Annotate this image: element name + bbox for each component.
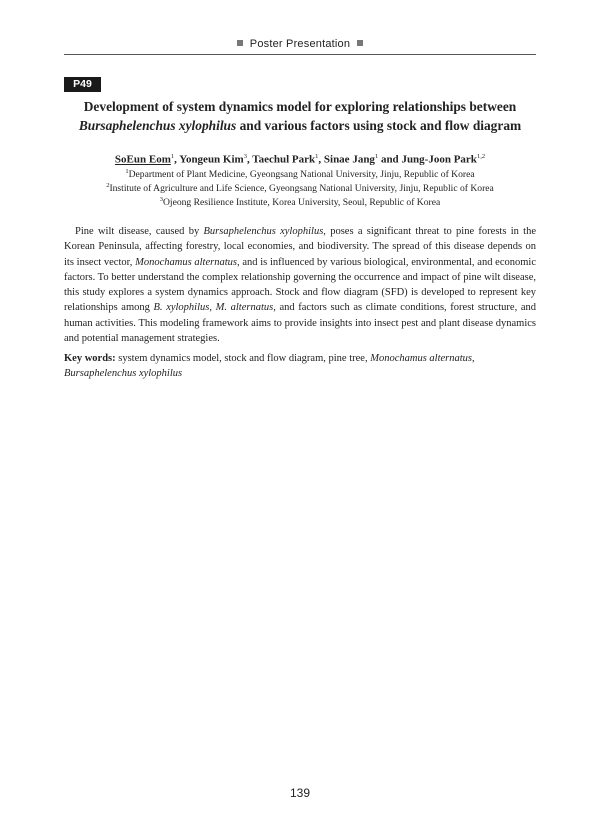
abstract-text: Pine wilt disease, caused by: [75, 226, 204, 237]
keywords-separator: ,: [472, 353, 475, 364]
header-label: Poster Presentation: [249, 38, 351, 50]
affiliation-text: Ojeong Resilience Institute, Korea University, Seoul, Republic of Korea: [162, 197, 441, 209]
affiliation-1: [64, 166, 536, 181]
author-name: SoEun Eom: [114, 153, 171, 166]
header-divider: [64, 54, 536, 55]
title-species: Bursaphelenchus xylophilus: [78, 118, 237, 133]
affiliation-mark: 1: [125, 168, 129, 175]
paper-title: [64, 97, 536, 135]
abstract-paragraph: [64, 224, 536, 346]
affiliation-text: Institute of Agriculture and Life Science, Gyeongsang National University, Jinju, Republic of Korea: [109, 183, 494, 195]
poster-code-badge: P49: [64, 77, 101, 92]
affiliation-text: Department of Plant Medicine, Gyeongsang National University, Jinju, Republic of Korea: [128, 169, 475, 181]
author-name: Jung-Joon Park: [401, 153, 477, 166]
abstract-text: , and is influenced by various biological, environmental, and economic factors. To better understand the complex relationship governing the occurrence and impact of pine wilt disease, this study explores a system dynamics approach. Stock and flow diagram (SFD) is developed to represent key relationships among: [64, 256, 537, 314]
page-number: 139: [289, 786, 311, 800]
square-bullet-icon: [357, 40, 363, 46]
affiliation-3: [64, 194, 536, 209]
author-separator: ,: [246, 153, 253, 166]
author-name: Taechul Park: [252, 153, 316, 166]
keywords-paragraph: [64, 351, 536, 382]
abstract-species: B. xylophilus: [153, 302, 210, 314]
author-separator: ,: [174, 153, 180, 166]
abstract-text: , and factors such as climate conditions, forest structure, and human activities. This modeling framework aims to provide insights into insect pest and plant disease dynamics and potential management strategies.: [64, 302, 536, 345]
author-separator: ,: [318, 153, 324, 166]
title-line-2: and various factors using stock and flow diagram: [236, 118, 522, 133]
affiliation-mark: 2: [106, 182, 110, 189]
abstract-species: M. alternatus: [215, 302, 274, 314]
abstract-species: Bursaphelenchus xylophilus: [203, 226, 324, 237]
affiliation-2: [64, 180, 536, 195]
author-affiliation-mark: 1,2: [476, 153, 486, 160]
author-affiliation-mark: 1: [374, 153, 379, 160]
title-line-1: Development of system dynamics model for exploring relationships between: [83, 99, 517, 114]
author-name: Sinae Jang: [323, 153, 375, 166]
abstract-text: , poses a significant threat to pine forests in the Korean Peninsula, affecting forestry, local economies, and biodiversity. The spread of this disease depends on its insect vector,: [64, 226, 537, 268]
author-name: Yongeun Kim: [179, 153, 244, 166]
keyword-species: Bursaphelenchus xylophilus: [64, 368, 183, 380]
author-affiliation-mark: 1: [170, 153, 175, 160]
running-header: [64, 38, 536, 50]
abstract-species: Monochamus alternatus: [135, 256, 237, 268]
abstract-text: ,: [209, 302, 216, 314]
keyword-species: Monochamus alternatus: [370, 353, 472, 364]
square-bullet-icon: [237, 40, 243, 46]
author-affiliation-mark: 3: [243, 153, 247, 160]
author-affiliation-mark: 1: [315, 153, 319, 160]
author-conjunction: and: [378, 153, 402, 166]
keywords-label: Key words:: [64, 353, 116, 364]
affiliation-mark: 3: [159, 196, 163, 203]
keywords-text: system dynamics model, stock and flow diagram, pine tree,: [115, 353, 371, 364]
author-list: [64, 150, 536, 167]
